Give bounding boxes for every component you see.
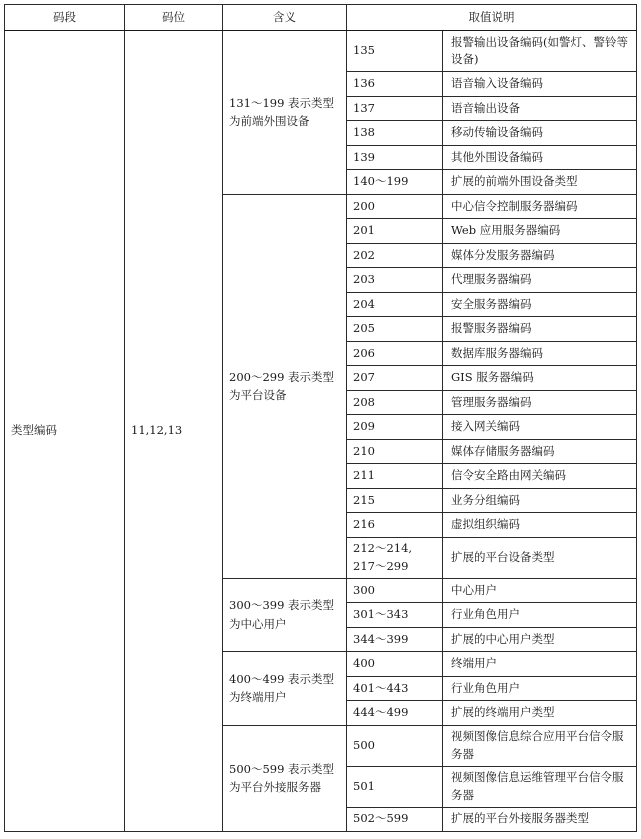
header-row: [5, 5, 637, 31]
value-cell: 137: [347, 96, 443, 121]
description-cell: 扩展的平台外接服务器类型: [443, 807, 637, 831]
description-cell: 中心信令控制服务器编码: [443, 194, 637, 219]
description-cell: Web 应用服务器编码: [443, 219, 637, 244]
meaning-cell: 500～599 表示类型 为平台外接服务器: [223, 725, 347, 831]
description-cell: 管理服务器编码: [443, 390, 637, 415]
value-cell: 203: [347, 268, 443, 293]
description-cell: 语音输入设备编码: [443, 72, 637, 97]
description-cell: 扩展的终端用户类型: [443, 701, 637, 726]
value-cell: 501: [347, 766, 443, 807]
value-cell: 216: [347, 513, 443, 538]
value-cell: 206: [347, 341, 443, 366]
description-cell: 安全服务器编码: [443, 292, 637, 317]
description-cell: 其他外围设备编码: [443, 145, 637, 170]
header-value-desc: 取值说明: [347, 5, 637, 31]
value-cell: 202: [347, 243, 443, 268]
value-cell: 138: [347, 121, 443, 146]
description-cell: 移动传输设备编码: [443, 121, 637, 146]
meaning-cell: 200～299 表示类型 为平台设备: [223, 194, 347, 578]
value-cell: 204: [347, 292, 443, 317]
value-cell: 211: [347, 464, 443, 489]
description-cell: 视频图像信息综合应用平台信令服务器: [443, 725, 637, 766]
description-cell: 报警服务器编码: [443, 317, 637, 342]
header-segment: 码段: [5, 5, 125, 31]
description-cell: 扩展的前端外围设备类型: [443, 170, 637, 195]
positions-cell: 11,12,13: [125, 31, 223, 832]
value-cell: 200: [347, 194, 443, 219]
description-cell: 扩展的中心用户类型: [443, 627, 637, 652]
value-cell: 502～599: [347, 807, 443, 831]
value-cell: 444～499: [347, 701, 443, 726]
description-cell: 行业角色用户: [443, 603, 637, 628]
value-cell: 300: [347, 578, 443, 603]
description-cell: 报警输出设备编码(如警灯、警铃等设备): [443, 31, 637, 72]
value-cell: 140～199: [347, 170, 443, 195]
meaning-cell: 300～399 表示类型 为中心用户: [223, 578, 347, 652]
type-code-table: [4, 4, 637, 832]
value-cell: 207: [347, 366, 443, 391]
value-cell: 500: [347, 725, 443, 766]
description-cell: 数据库服务器编码: [443, 341, 637, 366]
value-cell: 210: [347, 439, 443, 464]
description-cell: 媒体存储服务器编码: [443, 439, 637, 464]
value-cell: 212～214, 217～299: [347, 537, 443, 578]
meaning-cell: 400～499 表示类型 为终端用户: [223, 652, 347, 726]
value-cell: 401～443: [347, 676, 443, 701]
description-cell: 终端用户: [443, 652, 637, 677]
description-cell: 行业角色用户: [443, 676, 637, 701]
value-cell: 301～343: [347, 603, 443, 628]
table-row: [5, 31, 637, 72]
description-cell: GIS 服务器编码: [443, 366, 637, 391]
description-cell: 扩展的平台设备类型: [443, 537, 637, 578]
value-cell: 344～399: [347, 627, 443, 652]
meaning-cell: 131～199 表示类型 为前端外围设备: [223, 31, 347, 195]
value-cell: 139: [347, 145, 443, 170]
description-cell: 接入网关编码: [443, 415, 637, 440]
description-cell: 代理服务器编码: [443, 268, 637, 293]
value-cell: 215: [347, 488, 443, 513]
value-cell: 205: [347, 317, 443, 342]
description-cell: 中心用户: [443, 578, 637, 603]
description-cell: 语音输出设备: [443, 96, 637, 121]
description-cell: 视频图像信息运维管理平台信令服务器: [443, 766, 637, 807]
header-meaning: 含义: [223, 5, 347, 31]
value-cell: 136: [347, 72, 443, 97]
table-body: [5, 31, 637, 832]
description-cell: 业务分组编码: [443, 488, 637, 513]
value-cell: 135: [347, 31, 443, 72]
value-cell: 208: [347, 390, 443, 415]
value-cell: 201: [347, 219, 443, 244]
value-cell: 209: [347, 415, 443, 440]
header-position: 码位: [125, 5, 223, 31]
description-cell: 媒体分发服务器编码: [443, 243, 637, 268]
value-cell: 400: [347, 652, 443, 677]
description-cell: 信令安全路由网关编码: [443, 464, 637, 489]
segment-cell: 类型编码: [5, 31, 125, 832]
description-cell: 虚拟组织编码: [443, 513, 637, 538]
